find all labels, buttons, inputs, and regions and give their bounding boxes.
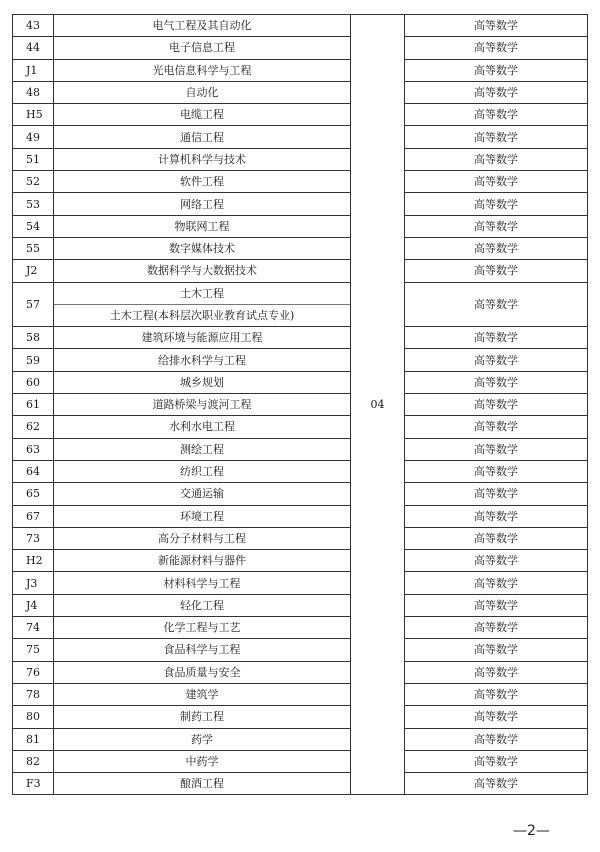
table-row: [13, 483, 588, 505]
major-code-cell: 43: [13, 15, 54, 37]
major-name-cell: 自动化: [54, 81, 351, 103]
major-code-cell: J2: [13, 260, 54, 282]
exam-subject-cell: 高等数学: [405, 215, 588, 237]
major-name-cell: 城乡规划: [54, 371, 351, 393]
exam-subject-cell: 高等数学: [405, 81, 588, 103]
exam-subject-cell: 高等数学: [405, 148, 588, 170]
major-subject-table: [12, 14, 588, 795]
exam-subject-cell: 高等数学: [405, 59, 588, 81]
exam-subject-cell: 高等数学: [405, 126, 588, 148]
exam-subject-cell: 高等数学: [405, 661, 588, 683]
major-code-cell: 52: [13, 171, 54, 193]
major-code-cell: H2: [13, 550, 54, 572]
major-name-cell: 电缆工程: [54, 104, 351, 126]
major-code-cell: 67: [13, 505, 54, 527]
exam-subject-cell: 高等数学: [405, 527, 588, 549]
table-row: [13, 81, 588, 103]
major-name-cell: 电子信息工程: [54, 37, 351, 59]
exam-subject-cell: 高等数学: [405, 104, 588, 126]
table-row: [13, 505, 588, 527]
major-code-cell: 57: [13, 282, 54, 327]
table-row: [13, 438, 588, 460]
table-row: [13, 371, 588, 393]
table-row: [13, 282, 588, 304]
major-code-cell: 75: [13, 639, 54, 661]
table-row: [13, 460, 588, 482]
table-row: [13, 773, 588, 795]
major-name-cell: 计算机科学与技术: [54, 148, 351, 170]
exam-subject-cell: 高等数学: [405, 15, 588, 37]
major-code-cell: 48: [13, 81, 54, 103]
major-code-cell: 61: [13, 394, 54, 416]
page-number: —2—: [513, 823, 550, 839]
exam-subject-cell: 高等数学: [405, 572, 588, 594]
exam-subject-cell: 高等数学: [405, 773, 588, 795]
major-code-cell: 51: [13, 148, 54, 170]
major-name-cell: 土木工程(本科层次职业教育试点专业): [54, 304, 351, 326]
major-name-cell: 数据科学与大数据技术: [54, 260, 351, 282]
major-code-cell: 58: [13, 327, 54, 349]
table-body: [13, 15, 588, 795]
major-name-cell: 数字媒体技术: [54, 237, 351, 259]
major-name-cell: 交通运输: [54, 483, 351, 505]
major-code-cell: 60: [13, 371, 54, 393]
exam-subject-cell: 高等数学: [405, 550, 588, 572]
table-row: [13, 104, 588, 126]
table-row: [13, 327, 588, 349]
major-name-cell: 制药工程: [54, 706, 351, 728]
exam-subject-cell: 高等数学: [405, 750, 588, 772]
exam-subject-cell: 高等数学: [405, 460, 588, 482]
exam-subject-cell: 高等数学: [405, 617, 588, 639]
major-name-cell: 网络工程: [54, 193, 351, 215]
table-row: [13, 15, 588, 37]
group-code-cell: 04: [351, 15, 405, 795]
major-code-cell: J1: [13, 59, 54, 81]
table-row: [13, 572, 588, 594]
exam-subject-cell: 高等数学: [405, 728, 588, 750]
major-code-cell: 82: [13, 750, 54, 772]
exam-subject-cell: 高等数学: [405, 349, 588, 371]
table-row: [13, 527, 588, 549]
exam-subject-cell: 高等数学: [405, 193, 588, 215]
table-row: [13, 59, 588, 81]
major-code-cell: 62: [13, 416, 54, 438]
table-row: [13, 683, 588, 705]
major-code-cell: J3: [13, 572, 54, 594]
exam-subject-cell: 高等数学: [405, 483, 588, 505]
major-code-cell: 74: [13, 617, 54, 639]
major-name-cell: 中药学: [54, 750, 351, 772]
major-code-cell: 76: [13, 661, 54, 683]
table-row: [13, 416, 588, 438]
major-code-cell: 73: [13, 527, 54, 549]
major-name-cell: 药学: [54, 728, 351, 750]
table-row: [13, 394, 588, 416]
major-name-cell: 物联网工程: [54, 215, 351, 237]
major-name-cell: 建筑环境与能源应用工程: [54, 327, 351, 349]
table-row: [13, 193, 588, 215]
major-name-cell: 高分子材料与工程: [54, 527, 351, 549]
major-name-cell: 纺织工程: [54, 460, 351, 482]
table-row: [13, 260, 588, 282]
major-code-cell: 80: [13, 706, 54, 728]
table-row: [13, 617, 588, 639]
major-code-cell: J4: [13, 594, 54, 616]
major-name-cell: 道路桥梁与渡河工程: [54, 394, 351, 416]
major-name-cell: 食品科学与工程: [54, 639, 351, 661]
table-row: [13, 215, 588, 237]
exam-subject-cell: 高等数学: [405, 171, 588, 193]
exam-subject-cell: 高等数学: [405, 394, 588, 416]
major-code-cell: 53: [13, 193, 54, 215]
exam-subject-cell: 高等数学: [405, 438, 588, 460]
table-row: [13, 126, 588, 148]
major-name-cell: 新能源材料与器件: [54, 550, 351, 572]
exam-subject-cell: 高等数学: [405, 371, 588, 393]
exam-subject-cell: 高等数学: [405, 282, 588, 327]
table-row: [13, 728, 588, 750]
major-name-cell: 水利水电工程: [54, 416, 351, 438]
table-row: [13, 550, 588, 572]
major-name-cell: 土木工程: [54, 282, 351, 304]
exam-subject-cell: 高等数学: [405, 683, 588, 705]
table-row: [13, 750, 588, 772]
table-row: [13, 639, 588, 661]
exam-subject-cell: 高等数学: [405, 594, 588, 616]
table-row: [13, 349, 588, 371]
major-name-cell: 建筑学: [54, 683, 351, 705]
major-code-cell: 59: [13, 349, 54, 371]
exam-subject-cell: 高等数学: [405, 639, 588, 661]
major-name-cell: 电气工程及其自动化: [54, 15, 351, 37]
exam-subject-cell: 高等数学: [405, 327, 588, 349]
major-name-cell: 给排水科学与工程: [54, 349, 351, 371]
exam-subject-cell: 高等数学: [405, 37, 588, 59]
major-code-cell: H5: [13, 104, 54, 126]
major-name-cell: 酿酒工程: [54, 773, 351, 795]
major-name-cell: 光电信息科学与工程: [54, 59, 351, 81]
major-name-cell: 食品质量与安全: [54, 661, 351, 683]
major-name-cell: 轻化工程: [54, 594, 351, 616]
table-row: [13, 237, 588, 259]
major-code-cell: 54: [13, 215, 54, 237]
major-code-cell: F3: [13, 773, 54, 795]
exam-subject-cell: 高等数学: [405, 706, 588, 728]
major-code-cell: 78: [13, 683, 54, 705]
major-name-cell: 化学工程与工艺: [54, 617, 351, 639]
major-code-cell: 64: [13, 460, 54, 482]
table-row: [13, 661, 588, 683]
table-row: [13, 594, 588, 616]
major-code-cell: 81: [13, 728, 54, 750]
exam-subject-cell: 高等数学: [405, 505, 588, 527]
major-name-cell: 软件工程: [54, 171, 351, 193]
exam-subject-cell: 高等数学: [405, 260, 588, 282]
table-row: [13, 148, 588, 170]
major-name-cell: 环境工程: [54, 505, 351, 527]
major-name-cell: 材料科学与工程: [54, 572, 351, 594]
table-row: [13, 706, 588, 728]
major-code-cell: 65: [13, 483, 54, 505]
exam-subject-cell: 高等数学: [405, 237, 588, 259]
major-code-cell: 63: [13, 438, 54, 460]
table-row: [13, 171, 588, 193]
major-code-cell: 55: [13, 237, 54, 259]
major-code-cell: 44: [13, 37, 54, 59]
exam-subject-cell: 高等数学: [405, 416, 588, 438]
major-name-cell: 测绘工程: [54, 438, 351, 460]
major-name-cell: 通信工程: [54, 126, 351, 148]
major-code-cell: 49: [13, 126, 54, 148]
table-row: [13, 37, 588, 59]
